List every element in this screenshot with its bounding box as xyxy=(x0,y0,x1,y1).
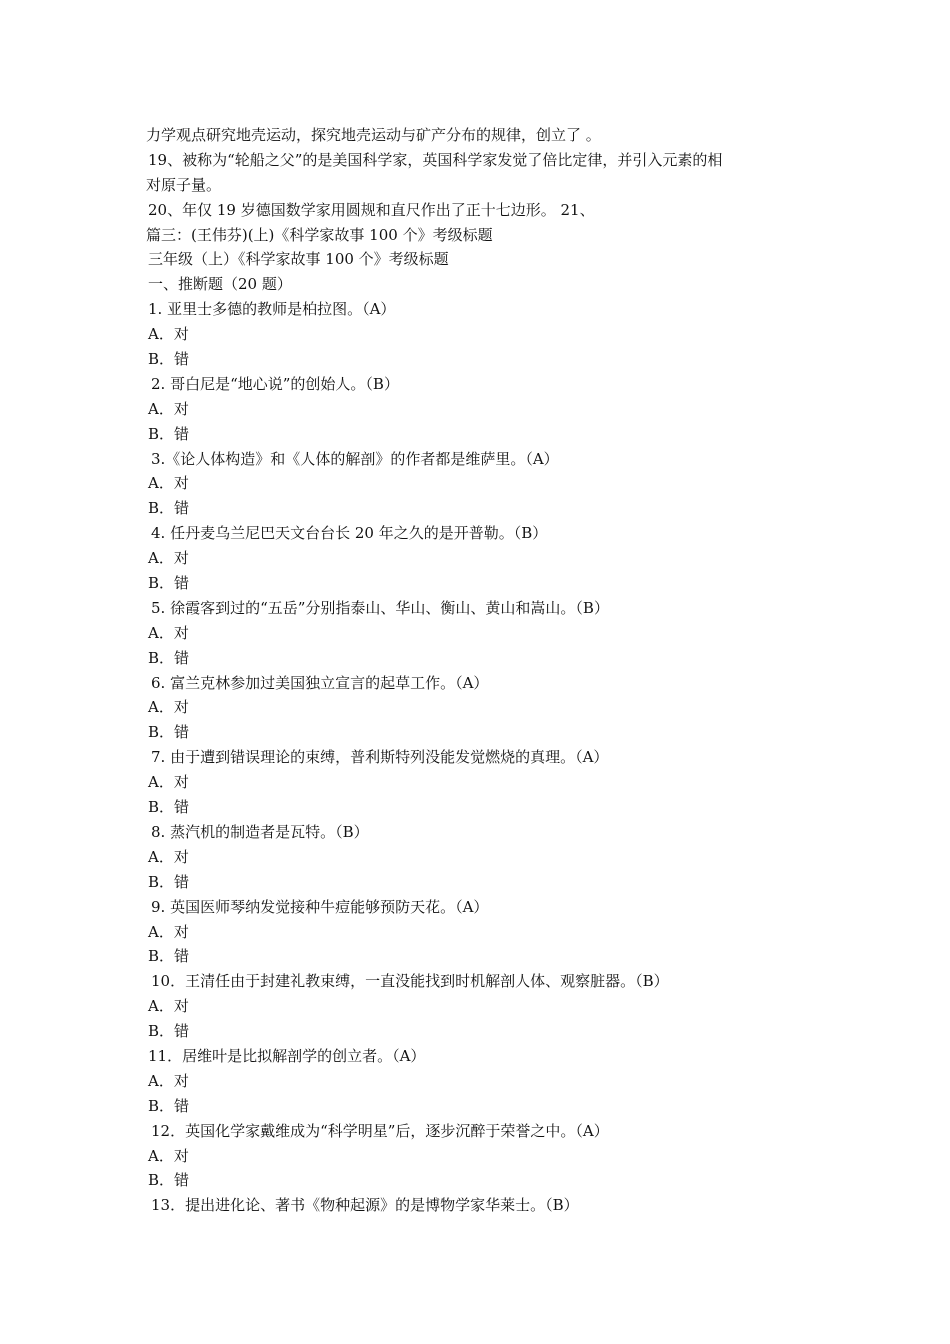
option-a: A．对 xyxy=(148,997,189,1016)
text-line: 对原子量。 xyxy=(146,175,222,194)
question-9: 9. 英国医师琴纳发觉接种牛痘能够预防天花。（A） xyxy=(151,897,489,916)
question-19: 19、被称为“轮船之父”的是美国科学家，英国科学家发觉了倍比定律，并引入元素的相 xyxy=(148,150,723,169)
option-b: B．错 xyxy=(148,1096,190,1115)
option-b: B．错 xyxy=(148,350,190,369)
option-a: A．对 xyxy=(148,549,189,568)
option-a: A．对 xyxy=(148,1071,189,1090)
question-13: 13．提出进化论、著书《物种起源》的是博物学家华莱士。（B） xyxy=(151,1196,579,1215)
question-4: 4. 任丹麦乌兰尼巴天文台台长 20 年之久的是开普勒。（B） xyxy=(151,524,548,543)
option-a: A．对 xyxy=(148,773,189,792)
option-a: A．对 xyxy=(148,399,189,418)
question-20: 20、年仅 19 岁德国数学家用圆规和直尺作出了正十七边形。 21、 xyxy=(148,200,595,219)
option-a: A．对 xyxy=(148,474,189,493)
option-a: A．对 xyxy=(148,847,189,866)
option-b: B．错 xyxy=(148,574,190,593)
option-b: B．错 xyxy=(148,1022,190,1041)
question-5: 5. 徐霞客到过的“五岳”分别指泰山、华山、衡山、黄山和嵩山。（B） xyxy=(151,598,609,617)
question-2: 2. 哥白尼是“地心说”的创始人。（B） xyxy=(151,374,399,393)
option-b: B．错 xyxy=(148,648,190,667)
question-11: 11．居维叶是比拟解剖学的创立者。（A） xyxy=(148,1046,426,1065)
option-a: A．对 xyxy=(148,623,189,642)
question-10: 10．王清任由于封建礼教束缚，一直没能找到时机解剖人体、观察脏器。（B） xyxy=(151,972,669,991)
exam-title: 三年级（上）《科学家故事 100 个》考级标题 xyxy=(148,250,449,269)
question-1: 1. 亚里士多德的教师是柏拉图。（A） xyxy=(148,300,396,319)
section-heading: 篇三：(王伟芬)(上)《科学家故事 100 个》考级标题 xyxy=(146,225,493,244)
option-a: A．对 xyxy=(148,698,189,717)
question-3: 3.《论人体构造》和《人体的解剖》的作者都是维萨里。（A） xyxy=(151,449,559,468)
question-7: 7. 由于遭到错误理论的束缚，普利斯特列没能发觉燃烧的真理。（A） xyxy=(151,748,609,767)
question-8: 8. 蒸汽机的制造者是瓦特。（B） xyxy=(151,822,369,841)
option-b: B．错 xyxy=(148,499,190,518)
option-b: B．错 xyxy=(148,723,190,742)
text-line: 力学观点研究地壳运动，探究地壳运动与矿产分布的规律，创立了 。 xyxy=(146,126,601,144)
option-b: B．错 xyxy=(148,798,190,817)
option-b: B．错 xyxy=(148,872,190,891)
option-a: A．对 xyxy=(148,325,189,344)
document-body xyxy=(146,123,826,1218)
question-6: 6. 富兰克林参加过美国独立宣言的起草工作。（A） xyxy=(151,673,489,692)
option-b: B．错 xyxy=(148,1171,190,1190)
option-b: B．错 xyxy=(148,947,190,966)
option-a: A．对 xyxy=(148,922,189,941)
question-12: 12．英国化学家戴维成为“科学明星”后，逐步沉醉于荣誉之中。（A） xyxy=(151,1121,609,1140)
option-a: A．对 xyxy=(148,1146,189,1165)
part-heading: 一、推断题（20 题） xyxy=(148,275,292,294)
option-b: B．错 xyxy=(148,424,190,443)
